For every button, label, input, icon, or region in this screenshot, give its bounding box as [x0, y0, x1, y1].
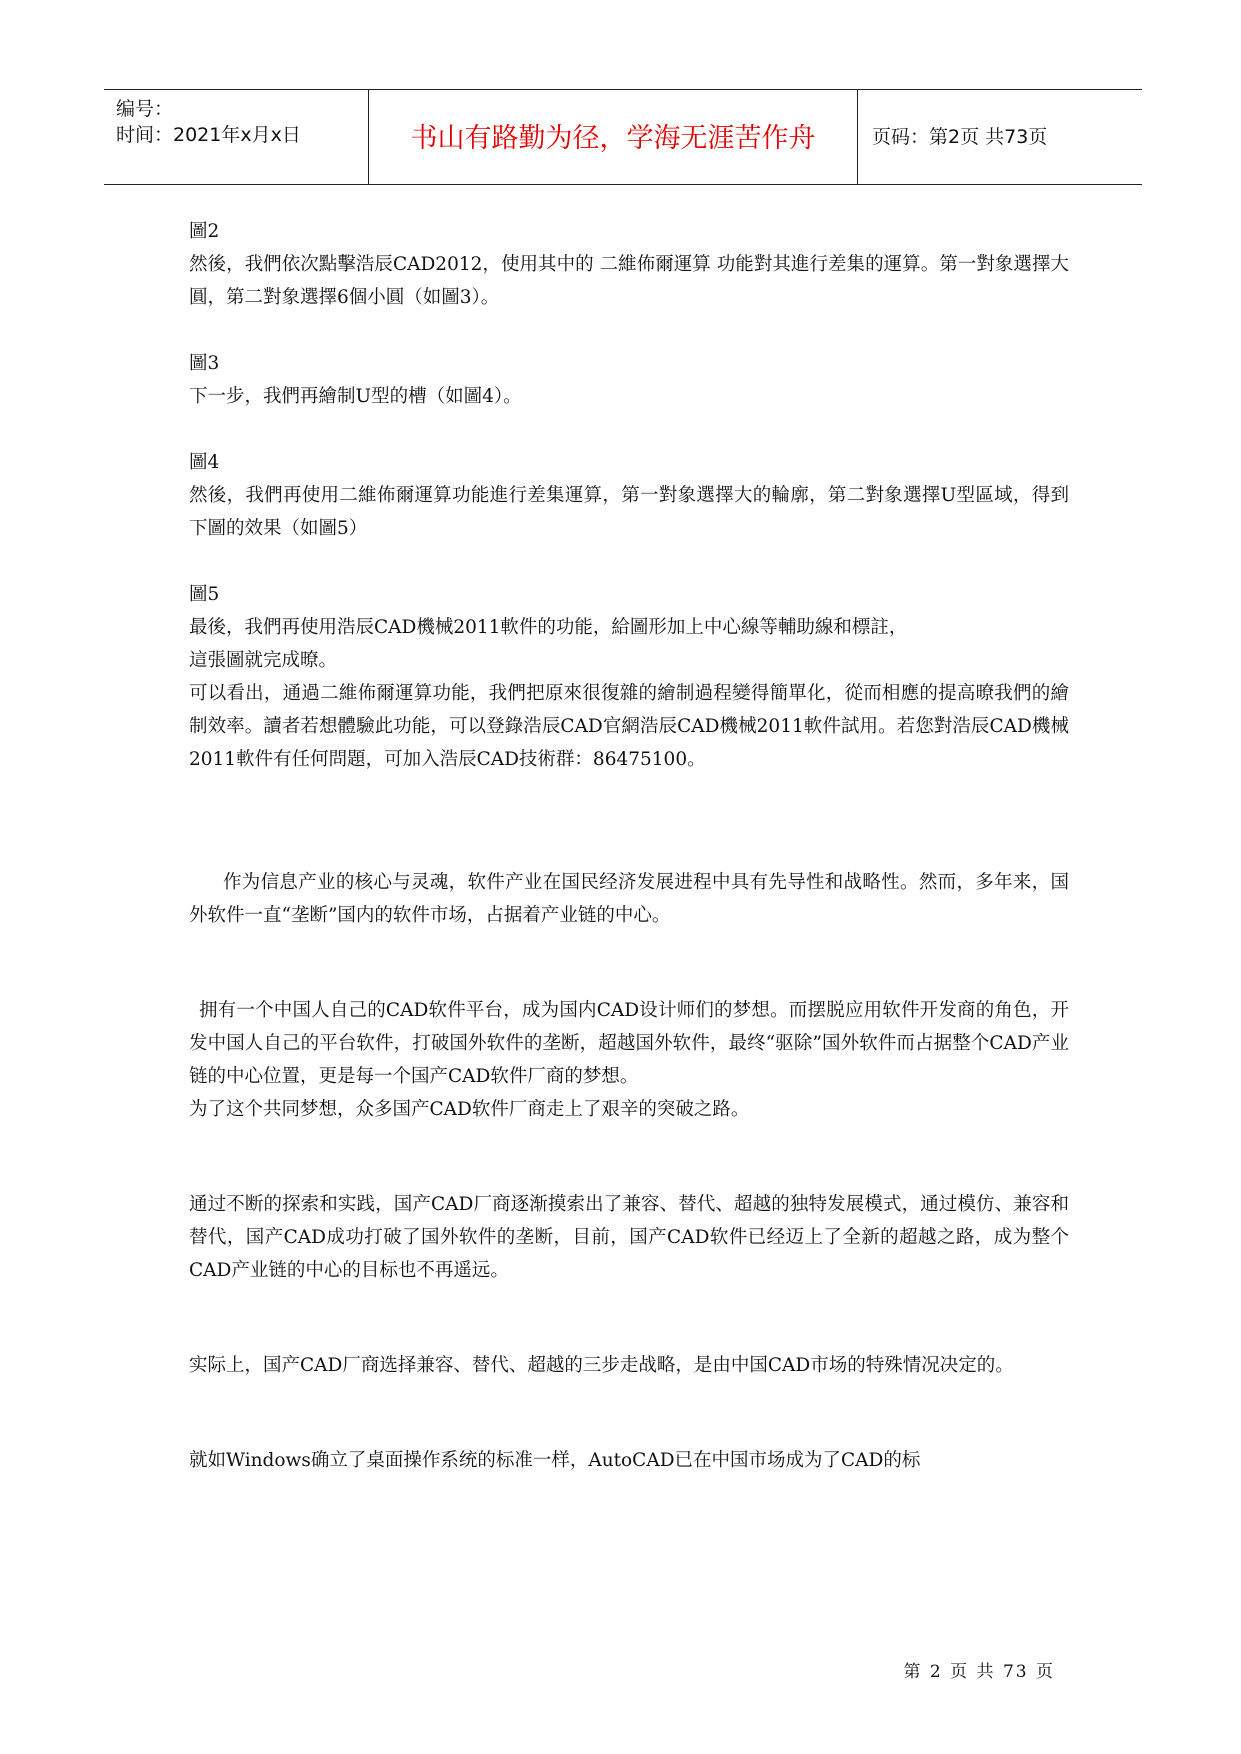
spacer — [189, 1126, 1069, 1188]
spacer — [189, 314, 1069, 347]
paragraph: 就如Windows确立了桌面操作系统的标准一样，AutoCAD已在中国市场成为了CAD的标 — [189, 1450, 921, 1471]
paragraph: 通过不断的探索和实践，国产CAD厂商逐渐摸索出了兼容、替代、超越的独特发展模式，通过模仿、兼容和替代，国产CAD成功打破了国外软件的垄断，目前，国产CAD软件已经迈上了全新的超越之路，成为整个CAD产业链的中心的目标也不再遥远。 — [189, 1194, 1069, 1281]
figure-caption-5: 圖5 — [189, 584, 220, 605]
paragraph: 可以看出，通過二維佈爾運算功能，我們把原來很復雜的繪制過程變得簡單化，從而相應的提高暸我們的繪制效率。讀者若想體驗此功能，可以登錄浩辰CAD官網浩辰CAD機械2011軟件試用。若您對浩辰CAD機械2011軟件有任何問題，可加入浩辰CAD技術群：86475100。 — [189, 683, 1069, 770]
figure-caption-4: 圖4 — [189, 452, 220, 473]
paragraph: 作为信息产业的核心与灵魂，软件产业在国民经济发展进程中具有先导性和战略性。然而，多年来，国外软件一直“垄断”国内的软件市场，占据着产业链的中心。 — [189, 872, 1069, 926]
paragraph: 下一步，我們再繪制U型的槽（如圖4）。 — [189, 386, 522, 407]
spacer — [189, 1287, 1069, 1349]
paragraph: 为了这个共同梦想，众多国产CAD软件厂商走上了艰辛的突破之路。 — [189, 1099, 750, 1120]
paragraph: 实际上，国产CAD厂商选择兼容、替代、超越的三步走战略，是由中国CAD市场的特殊情况决定的。 — [189, 1355, 1014, 1376]
document-time-label: 时间：2021年x月x日 — [116, 124, 301, 146]
header-info-cell — [104, 90, 368, 184]
paragraph: 拥有一个中国人自己的CAD软件平台，成为国内CAD设计师们的梦想。而摆脱应用软件开发商的角色，开发中国人自己的平台软件，打破国外软件的垄断，超越国外软件，最终“驱除”国外软件而占据整个CAD产业链的中心位置，更是每一个国产CAD软件厂商的梦想。 — [189, 1000, 1069, 1087]
header-page-cell — [858, 90, 1142, 184]
document-body — [189, 215, 1069, 1477]
page-footer-number: 第 2 页 共 73 页 — [903, 1662, 1055, 1682]
paragraph: 這張圖就完成暸。 — [189, 650, 338, 671]
spacer — [189, 932, 1069, 994]
header-motto: 书山有路勤为径，学海无涯苦作舟 — [410, 123, 816, 154]
page-header — [104, 89, 1142, 185]
document-code-label: 编号： — [116, 98, 174, 120]
figure-caption-2: 圖2 — [189, 221, 220, 242]
spacer — [189, 545, 1069, 578]
spacer — [189, 413, 1069, 446]
spacer — [189, 1382, 1069, 1444]
paragraph: 然後，我們再使用二維佈爾運算功能進行差集運算，第一對象選擇大的輪廓，第二對象選擇U型區域，得到下圖的效果（如圖5） — [189, 485, 1069, 539]
paragraph: 然後，我們依次點擊浩辰CAD2012，使用其中的 二維佈爾運算 功能對其進行差集的運算。第一對象選擇大圓，第二對象選擇6個小圓（如圖3）。 — [189, 254, 1069, 308]
header-motto-cell — [368, 90, 858, 184]
paragraph: 最後，我們再使用浩辰CAD機械2011軟件的功能，給圖形加上中心線等輔助線和標註， — [189, 617, 908, 638]
spacer — [189, 776, 1069, 866]
header-page-number: 页码：第2页 共73页 — [872, 126, 1048, 148]
figure-caption-3: 圖3 — [189, 353, 220, 374]
